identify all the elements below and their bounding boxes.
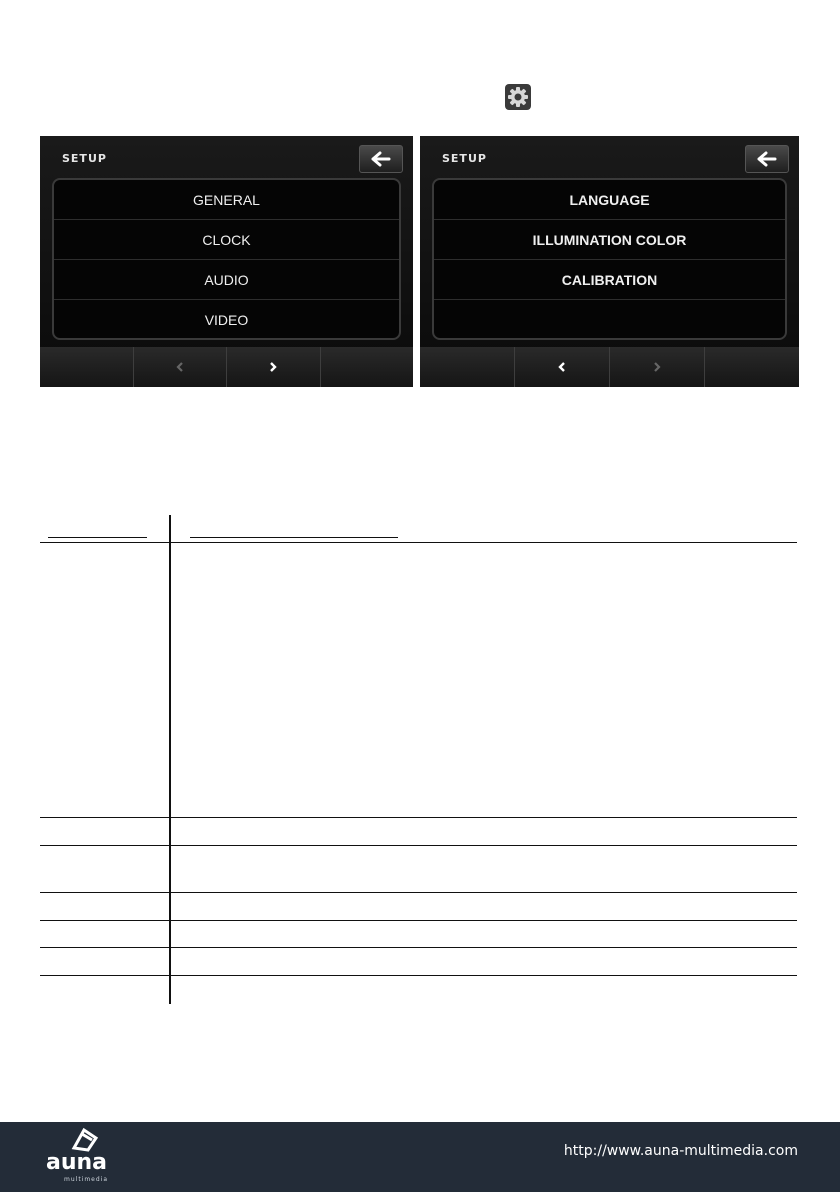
- screen-footer: [40, 347, 413, 387]
- arrow-left-icon: [360, 146, 402, 172]
- chevron-right-icon: [266, 360, 280, 374]
- chevron-left-icon: [173, 360, 187, 374]
- footer-cell-empty: [705, 347, 799, 387]
- back-button[interactable]: [745, 145, 789, 173]
- setup-menu: [52, 178, 401, 340]
- menu-item-video[interactable]: VIDEO: [204, 311, 249, 328]
- table-column-divider: [169, 515, 171, 1004]
- table-header-underline: [190, 537, 398, 538]
- menu-item-audio[interactable]: AUDIO: [54, 260, 399, 300]
- table-row-divider: [40, 892, 797, 893]
- menu-item-clock[interactable]: CLOCK: [54, 220, 399, 260]
- menu-item-general[interactable]: GENERAL: [54, 180, 399, 220]
- footer-cell-empty: [40, 347, 134, 387]
- table-row-divider: [40, 947, 797, 948]
- screen-header: [420, 136, 799, 178]
- menu-item-calibration[interactable]: CALIBRATION: [434, 260, 785, 300]
- prev-page-button[interactable]: [515, 347, 610, 387]
- brand-subtitle: multimedia: [64, 1176, 109, 1183]
- menu-item-illumination-color[interactable]: ILLUMINATION COLOR: [434, 220, 785, 260]
- website-url[interactable]: http://www.auna-multimedia.com: [563, 1143, 798, 1159]
- footer-cell-empty: [321, 347, 414, 387]
- table-row-divider: [40, 845, 797, 846]
- prev-page-button[interactable]: [134, 347, 228, 387]
- gear-icon: [505, 84, 531, 110]
- table-row-divider: [40, 920, 797, 921]
- footer-cell-empty: [420, 347, 515, 387]
- setup-menu: [432, 178, 787, 340]
- chevron-left-icon: [555, 360, 569, 374]
- table-row-divider: [40, 975, 797, 976]
- setup-screen-page-1: [40, 136, 413, 387]
- table-row-divider: [40, 817, 797, 818]
- setup-screen-page-2: [420, 136, 799, 387]
- next-page-button[interactable]: [227, 347, 321, 387]
- screen-header: [40, 136, 413, 178]
- chevron-right-icon: [650, 360, 664, 374]
- logo-mark-icon: [44, 1124, 126, 1152]
- table-row-divider: [40, 542, 797, 543]
- screen-title: SETUP: [442, 152, 487, 165]
- screen-title: SETUP: [62, 152, 107, 165]
- table-header-underline: [48, 537, 147, 538]
- menu-item-empty: [434, 300, 785, 339]
- next-page-button[interactable]: [610, 347, 705, 387]
- arrow-left-icon: [746, 146, 788, 172]
- menu-item-language[interactable]: LANGUAGE: [434, 180, 785, 220]
- brand-name: auna: [46, 1150, 108, 1175]
- screen-footer: [420, 347, 799, 387]
- back-button[interactable]: [359, 145, 403, 173]
